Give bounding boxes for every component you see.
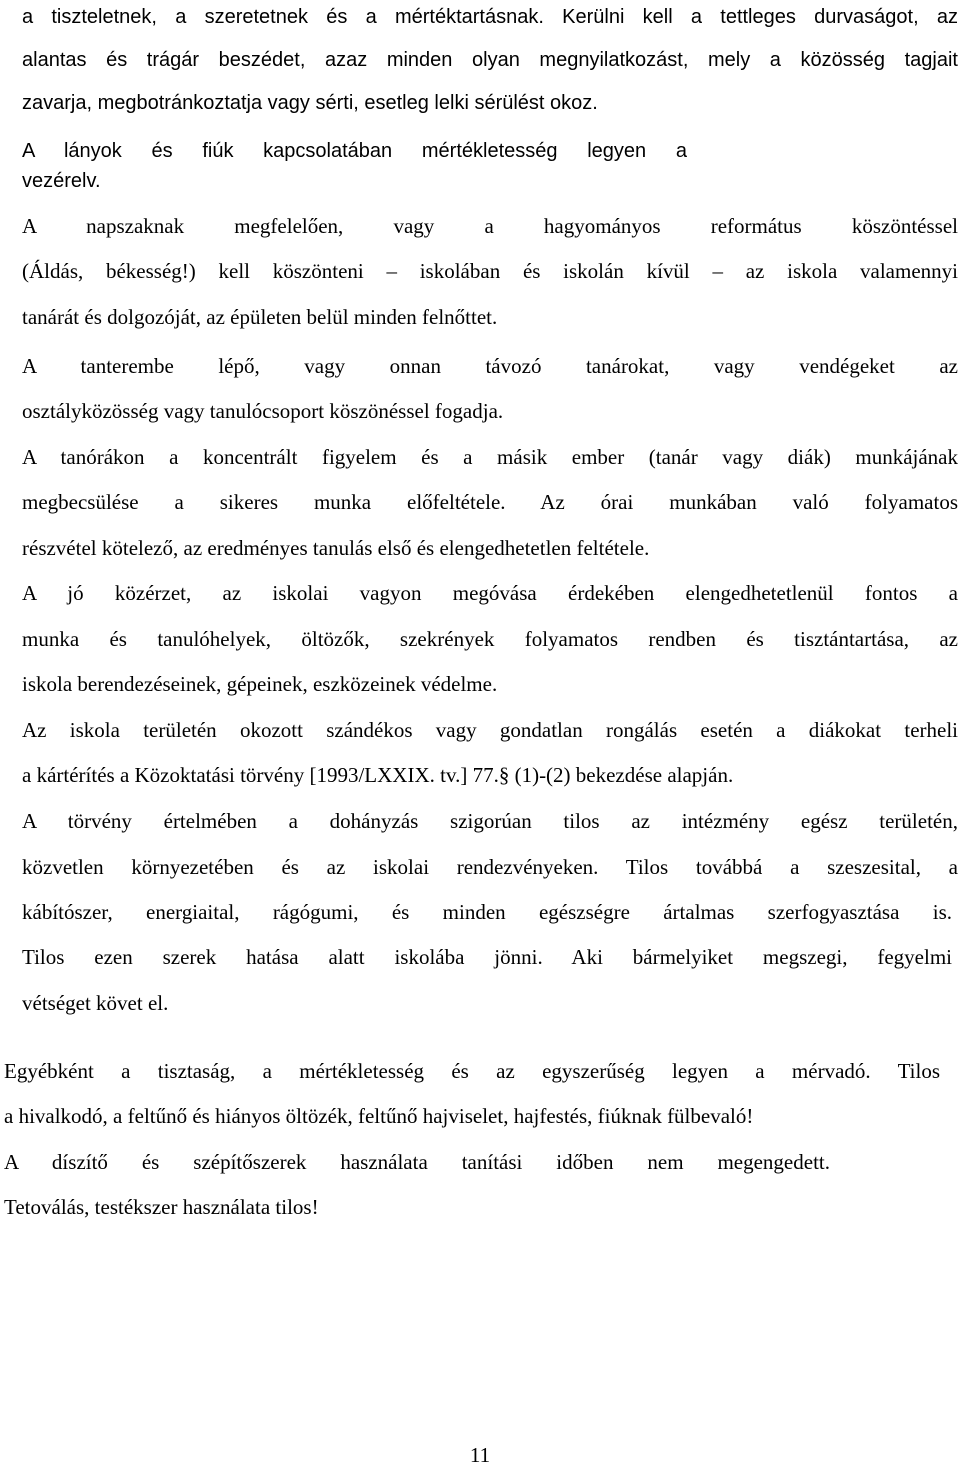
text-line: Egyébként a tisztaság, a mértékletesség és az egyszerűség legyen a mérvadó. Tilos xyxy=(4,1059,940,1083)
text-line: közvetlen környezetében és az iskolai rendezvényeken. Tilos továbbá a szeszesital, a xyxy=(22,855,958,879)
text-line: alantas és trágár beszédet, azaz minden olyan megnyilatkozást, mely a közösség tagjait xyxy=(22,49,958,71)
text-line: zavarja, megbotránkoztatja vagy sérti, esetleg lelki sérülést okoz. xyxy=(22,92,598,114)
text-line: vezérelv. xyxy=(22,170,101,192)
text-line: (Áldás, békesség!) kell köszönteni – iskolában és iskolán kívül – az iskola valamennyi xyxy=(22,259,958,283)
text-line: a hivalkodó, a feltűnő és hiányos öltözék, feltűnő hajviselet, hajfestés, fiúknak fülbevaló! xyxy=(4,1104,754,1128)
text-line: iskola berendezéseinek, gépeinek, eszközeinek védelme. xyxy=(22,672,498,696)
text-line: A tanórákon a koncentrált figyelem és a másik ember (tanár vagy diák) munkájának xyxy=(22,445,958,469)
text-line: A lányok és fiúk kapcsolatában mértékletesség legyen a xyxy=(22,140,687,162)
text-line: munka és tanulóhelyek, öltözők, szekrények folyamatos rendben és tisztántartása, az xyxy=(22,627,958,651)
text-line: Tetoválás, testékszer használata tilos! xyxy=(4,1195,319,1219)
text-line: megbecsülése a sikeres munka előfeltétele. Az órai munkában való folyamatos xyxy=(22,490,958,514)
text-line: A törvény értelmében a dohányzás szigorúan tilos az intézmény egész területén, xyxy=(22,809,958,833)
text-line: A tanterembe lépő, vagy onnan távozó tanárokat, vagy vendégeket az xyxy=(22,354,958,378)
page-number: 11 xyxy=(469,1443,491,1467)
text-line: vétséget követ el. xyxy=(22,991,169,1015)
text-line: kábítószer, energiaital, rágógumi, és minden egészségre ártalmas szerfogyasztása is. xyxy=(22,900,952,924)
text-line: a kártérítés a Közoktatási törvény [1993/LXXIX. tv.] 77.§ (1)-(2) bekezdése alapján. xyxy=(22,763,734,787)
text-line: A napszaknak megfelelően, vagy a hagyományos református köszöntéssel xyxy=(22,214,958,238)
text-line: a tiszteletnek, a szeretetnek és a mértéktartásnak. Kerülni kell a tettleges durvaságot, az xyxy=(22,6,958,28)
text-line: Az iskola területén okozott szándékos vagy gondatlan rongálás esetén a diákokat terheli xyxy=(22,718,958,742)
text-line: A jó közérzet, az iskolai vagyon megóvása érdekében elengedhetetlenül fontos a xyxy=(22,581,958,605)
text-line: Tilos ezen szerek hatása alatt iskolába jönni. Aki bármelyiket megszegi, fegyelmi xyxy=(22,945,952,969)
text-line: osztályközösség vagy tanulócsoport köszönéssel fogadja. xyxy=(22,399,504,423)
text-line: részvétel kötelező, az eredményes tanulás első és elengedhetetlen feltétele. xyxy=(22,536,650,560)
text-line: A díszítő és szépítőszerek használata tanítási időben nem megengedett. xyxy=(4,1150,830,1174)
text-line: tanárát és dolgozóját, az épületen belül minden felnőttet. xyxy=(22,305,498,329)
